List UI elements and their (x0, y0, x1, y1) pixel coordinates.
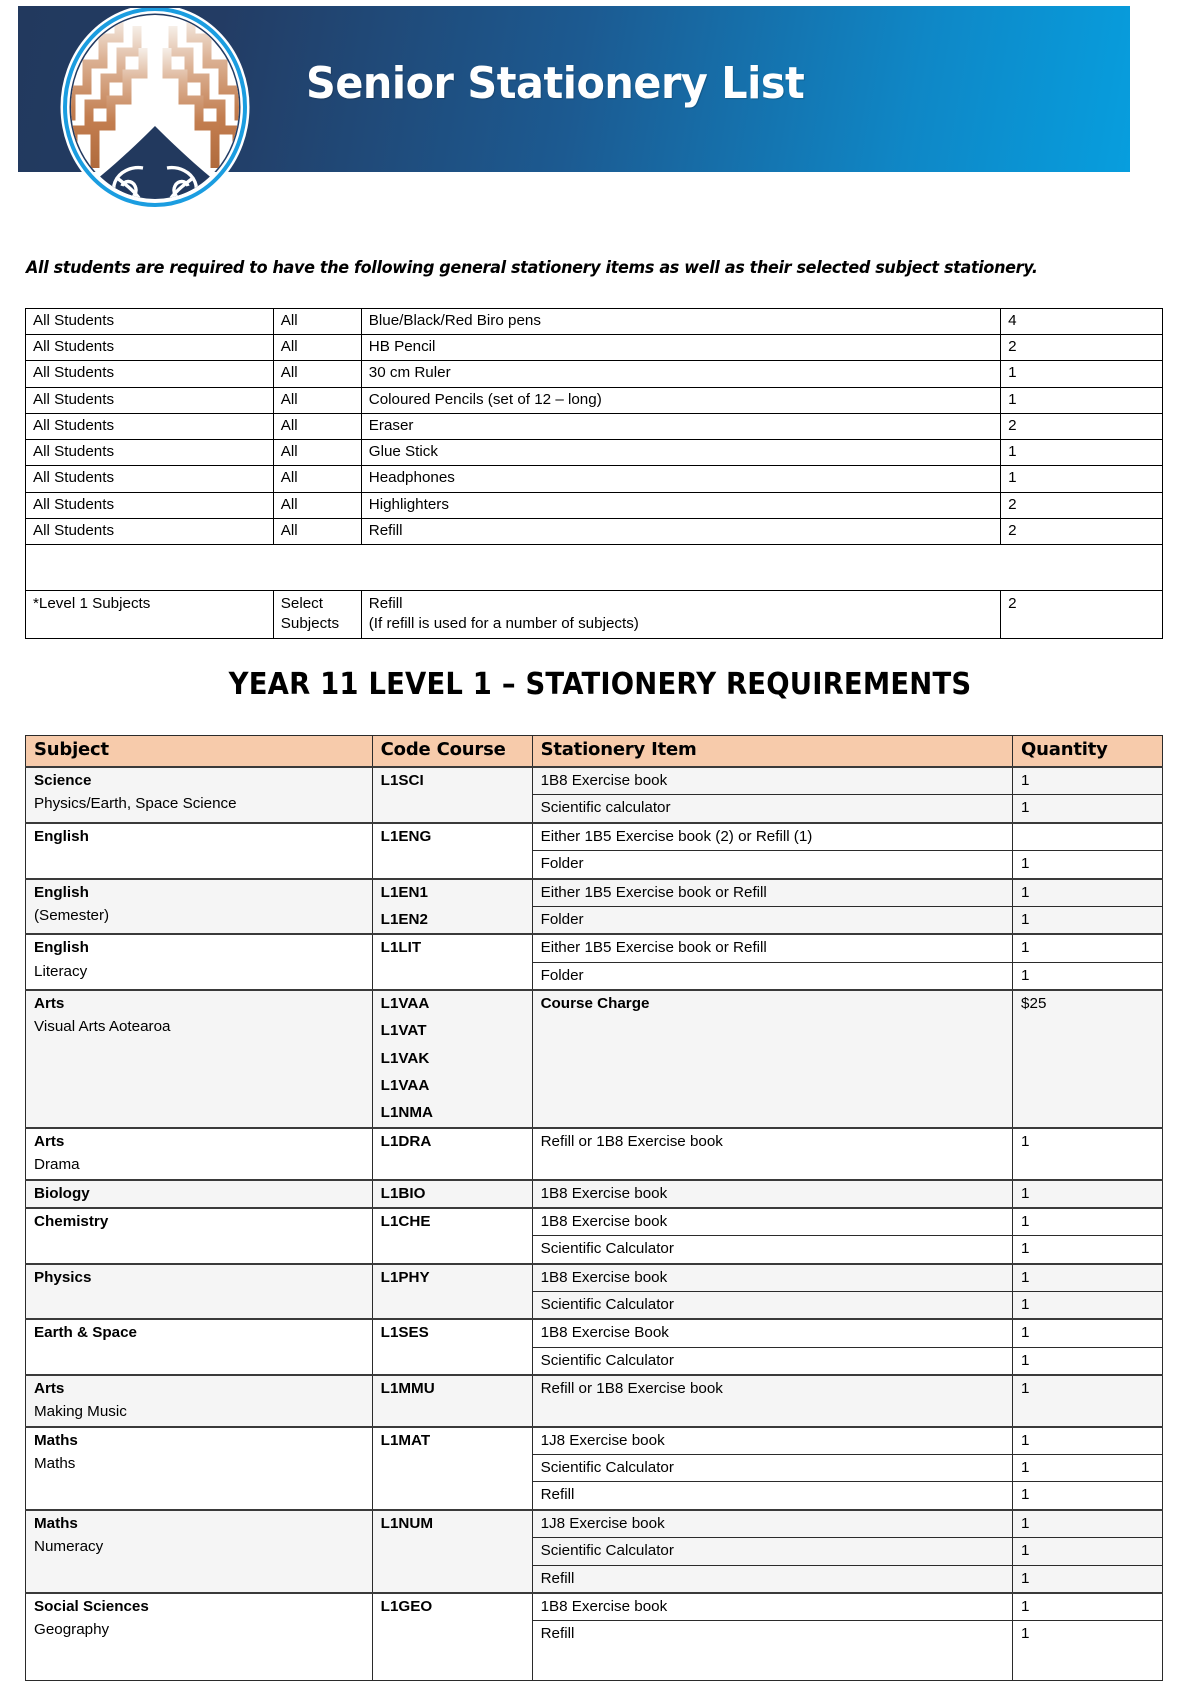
table-row (26, 767, 1163, 795)
subject-cell (26, 934, 373, 990)
subject-cell (26, 1180, 373, 1208)
spacer-cell (26, 544, 1001, 590)
subject-cell (26, 1375, 373, 1427)
quantity-cell: 1 (1013, 1565, 1163, 1593)
table-row (26, 466, 1163, 492)
subject-cell (26, 879, 373, 935)
subject-cell (26, 1427, 373, 1510)
level1-all-line2: Subjects (280, 615, 340, 633)
table-row (26, 1510, 1163, 1538)
course-code-cell (372, 990, 532, 1128)
general-cell-qty: 1 (1001, 440, 1163, 466)
level1-cell-qty: 2 (1001, 590, 1163, 638)
general-cell-qty: 2 (1001, 335, 1163, 361)
header-row (26, 736, 1163, 768)
course-code: L1VAA (380, 1077, 430, 1095)
course-code: L1SCI (380, 772, 424, 790)
general-cell-item: Glue Stick (361, 440, 1000, 466)
subject-name: English (34, 939, 89, 957)
course-code: L1SES (380, 1324, 429, 1342)
table-row (26, 413, 1163, 439)
quantity-cell: 1 (1013, 1538, 1163, 1565)
level1-subjects-row (26, 590, 1163, 638)
level1-all-line1: Select (280, 594, 323, 612)
general-cell-who: All Students (26, 335, 274, 361)
stationery-item-cell: 1B8 Exercise book (532, 1180, 1012, 1208)
course-code-cell (372, 1375, 532, 1427)
subject-cell (26, 1593, 373, 1681)
quantity-cell: 1 (1013, 906, 1163, 934)
subject-cell (26, 823, 373, 879)
general-cell-who: All Students (26, 466, 274, 492)
table-row (26, 1208, 1163, 1236)
general-cell-all: All (273, 413, 361, 439)
table-row (26, 1264, 1163, 1292)
stationery-item-cell: Either 1B5 Exercise book or Refill (532, 934, 1012, 962)
course-code-cell (372, 1510, 532, 1593)
course-code-cell (372, 823, 532, 879)
general-cell-who: All Students (26, 361, 274, 387)
table-row (26, 335, 1163, 361)
main-table-body (26, 767, 1163, 1681)
general-stationery-table (25, 308, 1163, 639)
subject-name: Maths (34, 1431, 78, 1449)
course-code: L1BIO (380, 1184, 426, 1202)
subject-cell (26, 1208, 373, 1264)
table-row (26, 1593, 1163, 1621)
level1-item-line1: Refill (368, 594, 403, 612)
course-code: L1DRA (380, 1132, 432, 1150)
general-cell-qty: 1 (1001, 387, 1163, 413)
course-code: L1PHY (380, 1268, 430, 1286)
quantity-cell: 1 (1013, 1621, 1163, 1681)
stationery-item-cell: 1B8 Exercise book (532, 767, 1012, 795)
column-header-subject: Subject (26, 736, 373, 768)
intro-statement: All students are required to have the following general stationery items as well as their selected subject stationery. (26, 258, 1038, 277)
general-cell-item: HB Pencil (361, 335, 1000, 361)
subject-name: Biology (34, 1184, 90, 1202)
course-code-cell (372, 1180, 532, 1208)
general-cell-all: All (273, 466, 361, 492)
general-cell-qty: 2 (1001, 413, 1163, 439)
general-cell-who: All Students (26, 387, 274, 413)
general-cell-qty: 2 (1001, 518, 1163, 544)
table-row (26, 934, 1163, 962)
table-row (26, 361, 1163, 387)
table-row (26, 990, 1163, 1128)
stationery-item-cell: Refill or 1B8 Exercise book (532, 1375, 1012, 1427)
general-cell-item: Blue/Black/Red Biro pens (361, 309, 1000, 335)
level1-requirements-table (25, 735, 1163, 1681)
subject-name: Social Sciences (34, 1597, 149, 1615)
quantity-cell: 1 (1013, 962, 1163, 990)
quantity-cell: 1 (1013, 1375, 1163, 1427)
stationery-item-cell: Scientific calculator (532, 795, 1012, 823)
stationery-item-cell: Refill (532, 1482, 1012, 1510)
subject-cell (26, 1510, 373, 1593)
course-code: L1MMU (380, 1380, 435, 1398)
quantity-cell: 1 (1013, 1510, 1163, 1538)
general-cell-all: All (273, 492, 361, 518)
general-cell-item: 30 cm Ruler (361, 361, 1000, 387)
course-code: L1EN2 (380, 910, 428, 928)
stationery-item-cell: 1B8 Exercise book (532, 1264, 1012, 1292)
table-row (26, 1375, 1163, 1427)
general-cell-who: All Students (26, 309, 274, 335)
stationery-item-cell: Course Charge (532, 990, 1012, 1128)
stationery-item-cell: 1B8 Exercise book (532, 1208, 1012, 1236)
stationery-item-cell: Refill (532, 1565, 1012, 1593)
course-code: L1GEO (380, 1597, 433, 1615)
subject-name: Arts (34, 994, 65, 1012)
general-cell-qty: 4 (1001, 309, 1163, 335)
page-title: Senior Stationery List (306, 58, 805, 109)
level1-cell-item (361, 590, 1000, 638)
section-heading: YEAR 11 LEVEL 1 – STATIONERY REQUIREMENTS (228, 667, 972, 702)
general-cell-item: Refill (361, 518, 1000, 544)
course-code: L1NMA (380, 1104, 433, 1122)
quantity-cell: $25 (1013, 990, 1163, 1128)
stationery-item-cell: Refill (532, 1621, 1012, 1681)
subject-name: Science (34, 772, 92, 790)
course-code: L1EN1 (380, 883, 428, 901)
quantity-cell: 1 (1013, 851, 1163, 879)
general-cell-item: Coloured Pencils (set of 12 – long) (361, 387, 1000, 413)
school-crest-logo (57, 8, 253, 214)
general-cell-all: All (273, 361, 361, 387)
subject-subtitle: Visual Arts Aotearoa (34, 1018, 171, 1036)
subject-subtitle: (Semester) (34, 906, 110, 924)
general-cell-qty: 2 (1001, 492, 1163, 518)
stationery-item-cell: Scientific Calculator (532, 1291, 1012, 1319)
quantity-cell: 1 (1013, 879, 1163, 907)
spacer-cell-qty (1001, 544, 1163, 590)
general-cell-item: Highlighters (361, 492, 1000, 518)
quantity-cell: 1 (1013, 1347, 1163, 1375)
course-code: L1NUM (380, 1514, 433, 1532)
quantity-cell: 1 (1013, 1291, 1163, 1319)
stationery-item-cell: Scientific Calculator (532, 1455, 1012, 1482)
stationery-item-cell: 1B8 Exercise Book (532, 1319, 1012, 1347)
quantity-cell: 1 (1013, 934, 1163, 962)
general-cell-who: All Students (26, 518, 274, 544)
quantity-cell: 1 (1013, 767, 1163, 795)
general-cell-all: All (273, 440, 361, 466)
quantity-cell: 1 (1013, 1455, 1163, 1482)
quantity-cell: 1 (1013, 1236, 1163, 1264)
general-table-body (26, 309, 1163, 639)
subject-subtitle: Maths (34, 1455, 76, 1473)
course-code-cell (372, 1208, 532, 1264)
course-code-cell (372, 879, 532, 935)
course-code: L1MAT (380, 1431, 431, 1449)
quantity-cell: 1 (1013, 1427, 1163, 1455)
stationery-item-cell: Folder (532, 962, 1012, 990)
level1-cell-all (273, 590, 361, 638)
table-row (26, 1319, 1163, 1347)
general-cell-item: Headphones (361, 466, 1000, 492)
quantity-cell: 1 (1013, 1319, 1163, 1347)
general-cell-who: All Students (26, 413, 274, 439)
table-row (26, 1427, 1163, 1455)
subject-subtitle: Making Music (34, 1403, 127, 1421)
subject-subtitle: Physics/Earth, Space Science (34, 795, 237, 813)
course-code: L1ENG (380, 827, 432, 845)
subject-cell (26, 1128, 373, 1180)
course-code-cell (372, 767, 532, 823)
stationery-item-cell: Either 1B5 Exercise book or Refill (532, 879, 1012, 907)
table-row (26, 1180, 1163, 1208)
subject-cell (26, 767, 373, 823)
stationery-item-cell: Scientific Calculator (532, 1538, 1012, 1565)
subject-name: Arts (34, 1380, 65, 1398)
level1-cell-who: *Level 1 Subjects (26, 590, 274, 638)
subject-name: Maths (34, 1514, 78, 1532)
course-code-cell (372, 1427, 532, 1510)
quantity-cell: 1 (1013, 1264, 1163, 1292)
subject-name: English (34, 883, 89, 901)
table-row (26, 440, 1163, 466)
subject-name: Chemistry (34, 1212, 109, 1230)
subject-name: English (34, 827, 89, 845)
column-header-code: Code Course (372, 736, 532, 768)
subject-cell (26, 990, 373, 1128)
subject-name: Earth & Space (34, 1324, 137, 1342)
stationery-item-cell: 1J8 Exercise book (532, 1510, 1012, 1538)
course-code: L1VAA (380, 994, 430, 1012)
general-cell-all: All (273, 335, 361, 361)
quantity-cell: 1 (1013, 1180, 1163, 1208)
general-cell-who: All Students (26, 492, 274, 518)
course-code-cell (372, 1593, 532, 1681)
quantity-cell: 1 (1013, 1593, 1163, 1621)
course-code-cell (372, 1264, 532, 1320)
quantity-cell: 1 (1013, 1128, 1163, 1180)
course-code: L1LIT (380, 939, 422, 957)
course-code: L1VAK (380, 1049, 430, 1067)
subject-subtitle: Numeracy (34, 1538, 104, 1556)
main-table-header (26, 736, 1163, 768)
course-code-cell (372, 1128, 532, 1180)
general-cell-item: Eraser (361, 413, 1000, 439)
quantity-cell: 1 (1013, 1208, 1163, 1236)
general-cell-all: All (273, 387, 361, 413)
stationery-item-cell: 1B8 Exercise book (532, 1593, 1012, 1621)
course-code: L1CHE (380, 1212, 431, 1230)
table-row (26, 823, 1163, 851)
general-cell-qty: 1 (1001, 361, 1163, 387)
subject-name: Physics (34, 1268, 92, 1286)
table-row (26, 879, 1163, 907)
stationery-item-cell: Folder (532, 851, 1012, 879)
column-header-quantity: Quantity (1013, 736, 1163, 768)
stationery-item-cell: Refill or 1B8 Exercise book (532, 1128, 1012, 1180)
quantity-cell: 1 (1013, 795, 1163, 823)
general-cell-qty: 1 (1001, 466, 1163, 492)
general-cell-who: All Students (26, 440, 274, 466)
column-header-item: Stationery Item (532, 736, 1012, 768)
stationery-item-cell: 1J8 Exercise book (532, 1427, 1012, 1455)
course-code-cell (372, 934, 532, 990)
stationery-item-cell: Either 1B5 Exercise book (2) or Refill (1) (532, 823, 1012, 851)
stationery-item-cell: Scientific Calculator (532, 1236, 1012, 1264)
course-code-cell (372, 1319, 532, 1375)
general-cell-all: All (273, 518, 361, 544)
spacer-row (26, 544, 1163, 590)
table-row (26, 309, 1163, 335)
quantity-cell: 1 (1013, 1482, 1163, 1510)
stationery-item-cell: Folder (532, 906, 1012, 934)
table-row (26, 492, 1163, 518)
general-cell-all: All (273, 309, 361, 335)
table-row (26, 518, 1163, 544)
subject-subtitle: Drama (34, 1156, 80, 1174)
table-row (26, 387, 1163, 413)
table-row (26, 1128, 1163, 1180)
subject-cell (26, 1319, 373, 1375)
course-code: L1VAT (380, 1022, 427, 1040)
subject-subtitle: Geography (34, 1621, 110, 1639)
stationery-item-cell: Scientific Calculator (532, 1347, 1012, 1375)
subject-name: Arts (34, 1132, 65, 1150)
subject-cell (26, 1264, 373, 1320)
subject-subtitle: Literacy (34, 962, 88, 980)
quantity-cell (1013, 823, 1163, 851)
level1-item-line2: (If refill is used for a number of subjects) (368, 615, 639, 633)
